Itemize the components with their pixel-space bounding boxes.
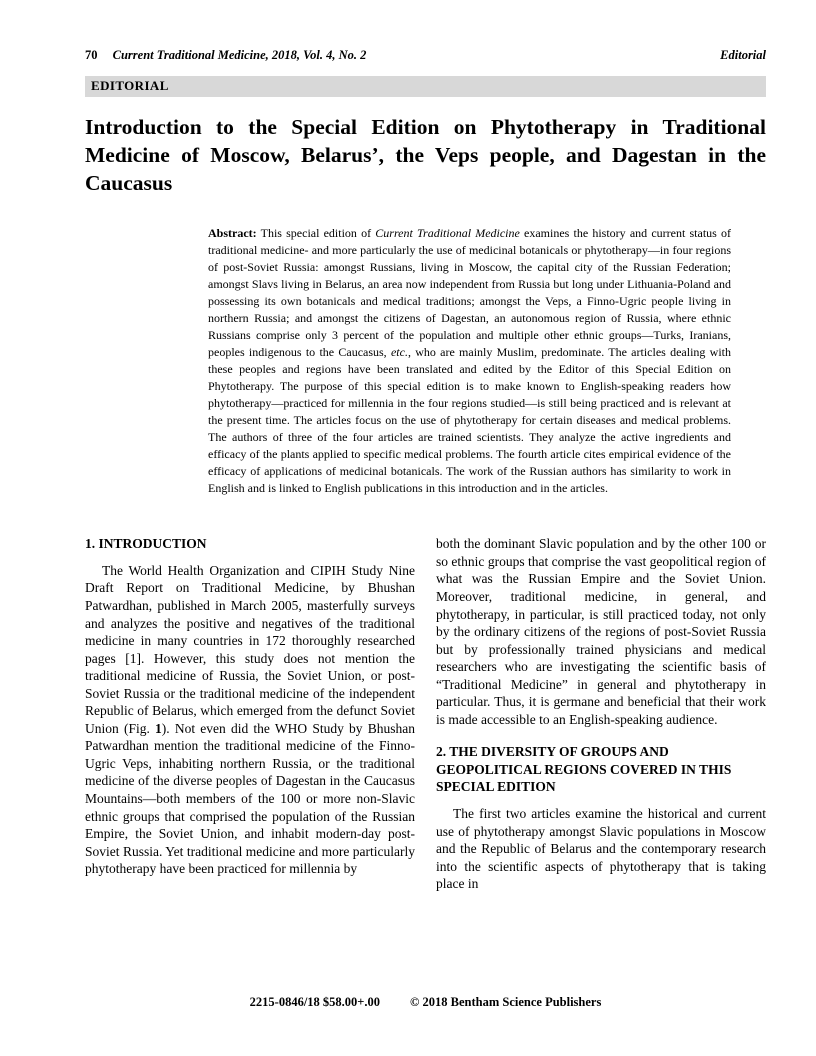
issn-price: 2215-0846/18 $58.00+.00 bbox=[249, 995, 381, 1009]
abstract-text-segment: examines the history and current status of traditional medicine- and more particularly the use of medicinal botanicals or phytotherapy—in four regions of post-Soviet Russia: amongst Russians, living in Moscow, the capital city of the Russian Federation; amongst Slavs living in Belarus, an area now independent from Russia but long under Lithuania-Poland and possessing its own botanicals and medical traditions; amongst the Veps, a Finno-Ugric people living in northern Russia; and amongst the citizens of Dagestan, an autonomous region of Russia, where ethnic Russians comprise only 3 percent of the population and multiple other ethnic groups—Turks, Iranians, peoples indigenous to the Caucasus, bbox=[208, 225, 731, 360]
continuation-paragraph: both the dominant Slavic population and by the other 100 or so ethnic groups that comprise the vast geopolitical region of what was the Russian Empire and the Soviet Union. Moreover, traditional medicine, in general, and phytotherapy, in particular, is still practiced today, not only by the ordinary citizens of the regions of post-Soviet Russia but by professionally trained physicians and medical researchers who are investigating the scientific basis of “Traditional Medicine” in general and phytotherapy in particular. Thus, it is germane and beneficial that their work is made accessible to an English-speaking audience. bbox=[436, 536, 766, 727]
running-head bbox=[85, 48, 766, 63]
abstract-journal-name-italic: Current Traditional Medicine bbox=[375, 225, 520, 240]
section-heading-diversity: 2. THE DIVERSITY OF GROUPS AND GEOPOLITICAL REGIONS COVERED IN THIS SPECIAL EDITION bbox=[436, 744, 732, 795]
article-title: Introduction to the Special Edition on Phytotherapy in Traditional Medicine of Moscow, Belarus’, the Veps people, and Dagestan in the Caucasus bbox=[85, 115, 766, 195]
right-column bbox=[436, 535, 766, 892]
left-column bbox=[85, 535, 415, 892]
paragraph-text-segment: The World Health Organization and CIPIH Study Nine Draft Report on Traditional Medicine, by Bhushan Patwardhan, published in March 2005, masterfully surveys and analyzes the positive and negatives of the traditional medicine in many countries in 172 thoroughly researched pages [1]. However, this study does not mention the traditional medicine of Russia, the Soviet Union, or post-Soviet Russia or the traditional medicine of the independent Republic of Belarus, which emerged from the defunct Soviet Union (Fig. bbox=[85, 562, 415, 736]
abstract-etc-italic: etc. bbox=[390, 345, 408, 360]
introduction-paragraph bbox=[85, 562, 415, 878]
diversity-paragraph: The first two articles examine the historical and current use of phytotherapy amongst Slavic populations in Moscow and the Republic of Belarus and the contemporary research into the scientific aspects of phytotherapy that is taking place in bbox=[436, 805, 766, 892]
running-head-left bbox=[85, 48, 366, 63]
section-label: Editorial bbox=[720, 48, 766, 62]
journal-citation: Current Traditional Medicine, 2018, Vol. 4, No. 2 bbox=[112, 48, 367, 62]
abstract-label: Abstract: bbox=[208, 225, 257, 240]
abstract-text-segment: This special edition of bbox=[256, 225, 376, 240]
figure-reference-bold: 1 bbox=[155, 720, 162, 736]
abstract-text-segment: , who are mainly Muslim, predominate. The articles dealing with these peoples and regions have been translated and edited by the Editor of this Special Edition on Phytotherapy. The purpose of this special edition is to make known to English-speaking readers how phytotherapy—practiced for millennia in the four regions studied—is still being practiced and is relevant at the present time. The articles focus on the use of phytotherapy for certain diseases and medical problems. The authors of three of the four articles are trained scientists. They analyze the active ingredients and efficacy of the plants applied to specific medical problems. The fourth article cites empirical evidence of the efficacy of applications of medicinal botanicals. The work of the Russian authors has similarity to work in English and is linked to English publications in this introduction and in the articles. bbox=[208, 345, 732, 496]
page-number: 70 bbox=[85, 48, 98, 62]
paragraph-text-segment: ). Not even did the WHO Study by Bhushan Patwardhan mention the traditional medicine of the Finno-Ugric Veps, inhabiting northern Russia, or the traditional medicine of the diverse peoples of Dagestan in the Caucasus Mountains—both members of the 100 or more non-Slavic ethnic groups that comprised the population of the Russian Empire, the Soviet Union, and inhabit modern-day post-Soviet Russia. Yet traditional medicine and more particularly phytotherapy have been practiced for millennia by bbox=[85, 720, 415, 877]
page-footer bbox=[85, 995, 766, 1010]
abstract bbox=[208, 225, 731, 498]
copyright-notice: © 2018 Bentham Science Publishers bbox=[410, 995, 602, 1009]
section-heading-introduction: 1. INTRODUCTION bbox=[85, 536, 207, 552]
body-columns bbox=[85, 535, 766, 892]
editorial-banner: EDITORIAL bbox=[85, 76, 766, 97]
